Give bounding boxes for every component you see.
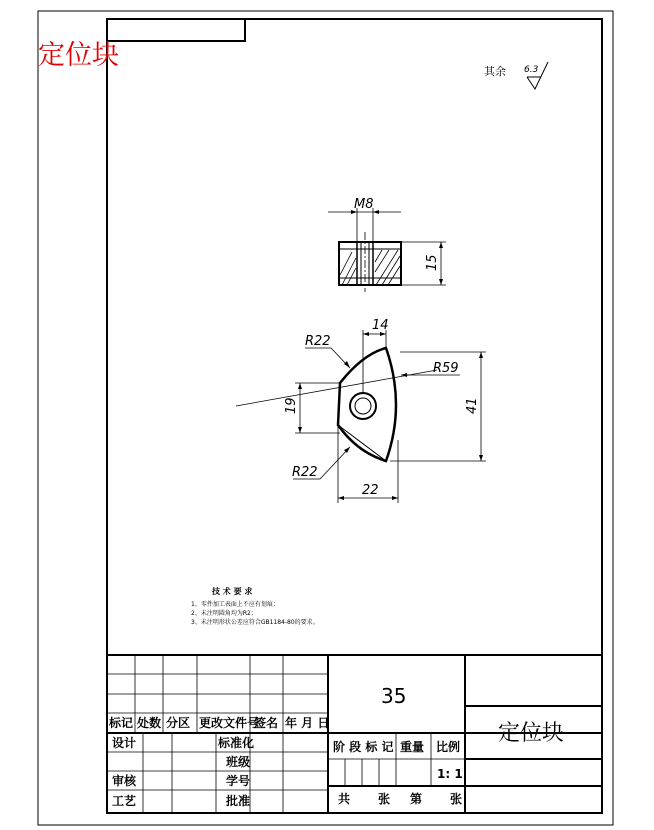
label-process: 工艺 [112, 794, 137, 808]
label-total: 共 [338, 792, 351, 806]
label-scale: 比例 [436, 740, 461, 754]
label-sheets-1: 张 [378, 792, 391, 806]
dim-width-bottom: 22 [362, 483, 379, 498]
bolt-hole [350, 393, 376, 419]
dim-r-right: R59 [433, 361, 459, 376]
outer-border [38, 11, 613, 825]
label-date: 年 月 日 [285, 716, 330, 730]
label-sheets-2: 张 [450, 792, 463, 806]
top-view [328, 197, 446, 292]
label-zone: 分区 [166, 716, 191, 730]
label-change-doc: 更改文件号 [199, 716, 260, 730]
label-standardization: 标准化 [218, 736, 255, 750]
code-box [107, 19, 245, 41]
label-mark: 标记 [109, 716, 134, 730]
label-review: 审核 [112, 774, 137, 788]
label-class: 班级 [226, 755, 251, 769]
label-approve: 批准 [226, 794, 251, 808]
dim-thickness: 15 [425, 254, 440, 271]
label-sheet-no: 第 [410, 792, 423, 806]
dim-height-total: 41 [465, 397, 480, 414]
roughness-symbol [484, 62, 548, 89]
stamp-title: 定位块 [38, 40, 119, 71]
label-student-id: 学号 [226, 774, 251, 788]
front-view [236, 318, 486, 503]
tech-item-2: 2、未注明圆角均为R2； [191, 610, 257, 617]
tech-item-1: 1、零件加工表面上不应有划痕； [191, 601, 279, 608]
roughness-value: 6.3 [524, 65, 539, 75]
dim-r-top: R22 [305, 334, 331, 349]
roughness-prefix: 其余 [484, 65, 506, 78]
label-weight: 重量 [400, 740, 425, 754]
tech-requirements [191, 586, 319, 626]
label-design: 设计 [112, 736, 137, 750]
part-name: 定位块 [498, 721, 565, 746]
material-code: 35 [381, 684, 407, 708]
dim-thread: M8 [354, 197, 374, 212]
dim-width-top: 14 [372, 318, 389, 333]
dim-r-bottom: R22 [292, 465, 318, 480]
label-signature: 签名 [254, 716, 279, 730]
tech-title: 技 术 要 求 [212, 587, 253, 596]
label-stage-mark: 阶 段 标 记 [333, 740, 394, 754]
dim-height-small: 19 [284, 397, 299, 414]
tech-item-3: 3、未注明形状公差应符合GB1184-80的要求。 [191, 619, 319, 626]
label-count: 处数 [137, 716, 162, 730]
scale-value: 1: 1 [437, 767, 463, 781]
title-block [107, 655, 602, 813]
